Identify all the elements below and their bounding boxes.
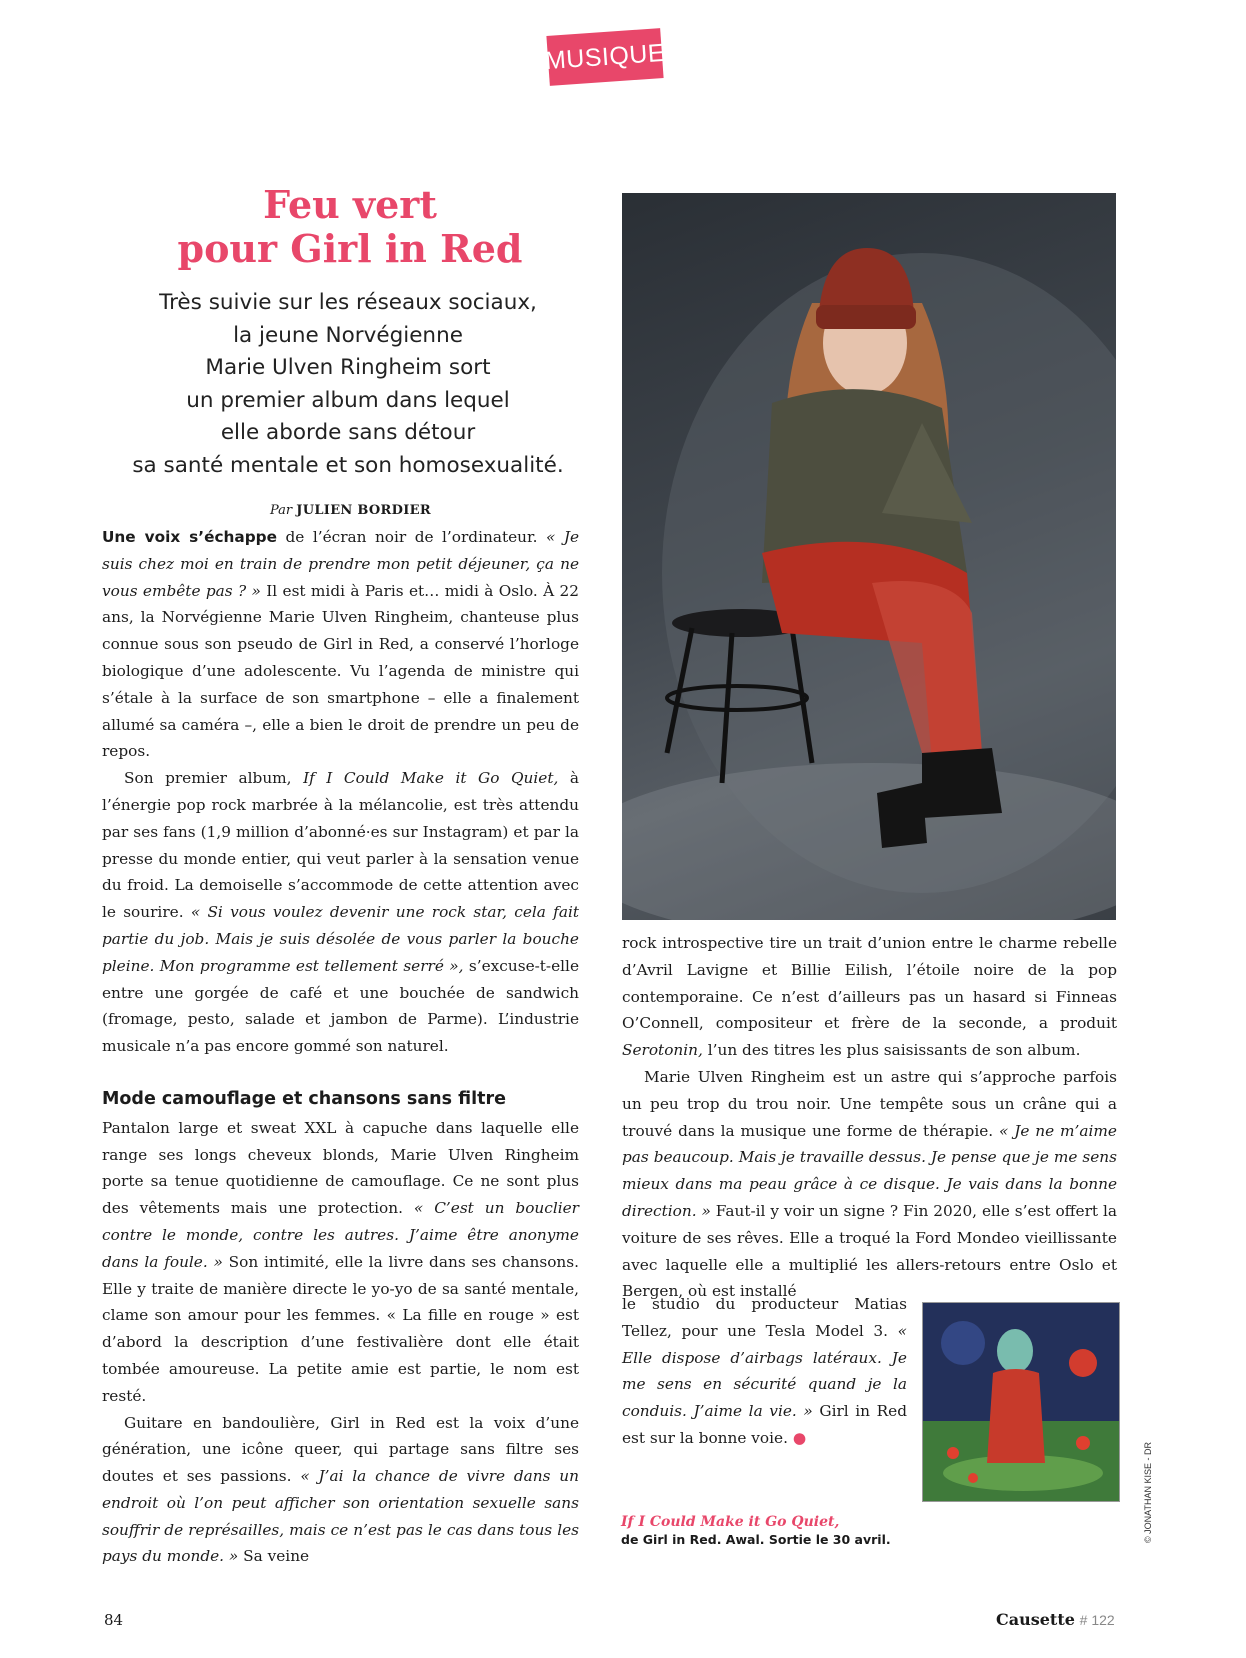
- standfirst-line: Très suivie sur les réseaux sociaux,: [159, 290, 537, 315]
- song-title: Serotonin,: [622, 1041, 703, 1060]
- caption-title: If I Could Make it Go Quiet,: [621, 1514, 840, 1530]
- byline-prefix: Par: [270, 503, 293, 518]
- article-column-right-end: [622, 1291, 907, 1452]
- portrait-photo: [622, 193, 1116, 920]
- paragraph: le studio du producteur Matias Tellez, pour une Tesla Model 3. « Elle dispose d’airbags latéraux. Je me sens en sécurité quand je la conduis. J’aime la vie. » Girl in Red est sur la bonne voie. ●: [622, 1295, 908, 1447]
- byline-author: JULIEN BORDIER: [296, 503, 431, 518]
- quote: « Je ne m’aime pas beaucoup. Mais je travaille dessus. Je pense que je me sens mieux dans ma peau grâce à ce disque. Je vais dans la bonne direction. »: [622, 1121, 1117, 1220]
- end-mark-icon: ●: [792, 1428, 807, 1447]
- standfirst-line: sa santé mentale et son homosexualité.: [132, 452, 564, 478]
- subheading: Mode camouflage et chansons sans filtre: [102, 1088, 506, 1109]
- album-caption: [621, 1513, 891, 1549]
- article-column-left: [102, 524, 579, 1570]
- folio: [996, 1610, 1115, 1629]
- quote: « Elle dispose d’airbags latéraux. Je me sens en sécurité quand je la conduis. J’aime la vie. »: [622, 1321, 907, 1421]
- paragraph: Une voix s’échappe de l’écran noir de l’ordinateur. « Je suis chez moi en train de prendre mon petit déjeuner, ça ne vous embête pas ? » Il est midi à Paris et… midi à Oslo. À 22 ans, la Norvégienne Marie Ulven Ringheim, chanteuse plus connue sous son pseudo de Girl in Red, a conservé l’horloge biologique d’une adolescente. Vu l’agenda de ministre qui s’étale à la surface de son smartphone – elle a finalement allumé sa caméra –, elle a bien le droit de prendre un peu de repos.: [102, 528, 580, 761]
- album-title: If I Could Make it Go Quiet,: [303, 769, 559, 788]
- article-title: [110, 183, 590, 271]
- album-cover: [922, 1302, 1120, 1502]
- standfirst-line: la jeune Norvégienne: [233, 322, 463, 348]
- quote: « Je suis chez moi en train de prendre mon petit déjeuner, ça ne vous embête pas ? »: [102, 528, 580, 600]
- quote: « J’ai la chance de vivre dans un endroit où l’on peut afficher son orientation sexuelle sans souffrir de représailles, mais ce n’est pas le cas dans tous les pays du monde. »: [102, 1467, 579, 1566]
- standfirst-line: un premier album dans lequel: [186, 387, 510, 413]
- paragraph: Guitare en bandoulière, Girl in Red est la voix d’une génération, une icône queer, qui partage sans filtre ses doutes et ses passions. « J’ai la chance de vivre dans un endroit où l’on peut afficher son orientation sexuelle sans souffrir de représailles, mais ce n’est pas le cas dans tous les pays du monde. » Sa veine: [102, 1413, 579, 1566]
- paragraph: Marie Ulven Ringheim est un astre qui s’approche parfois un peu trop du trou noir. Une tempête sous un crâne qui a trouvé dans la musique une forme de thérapie. « Je ne m’aime pas beaucoup. Mais je travaille dessus. Je pense que je me sens mieux dans ma peau grâce à ce disque. Je vais dans la bonne direction. » Faut-il y voir un signe ? Fin 2020, elle s’est offert la voiture de ses rêves. Elle a troqué la Ford Mondeo vieillissante avec laquelle elle a multiplié les allers-retours entre Oslo et Bergen, où est installé: [622, 1067, 1117, 1301]
- page-number: 84: [104, 1611, 124, 1629]
- caption-details: de Girl in Red. Awal. Sortie le 30 avril.: [621, 1532, 891, 1547]
- section-rubric: MUSIQUE: [546, 28, 663, 86]
- title-line: Feu vert: [263, 182, 437, 227]
- photo-credit: © JONATHAN KISE - DR: [1143, 1442, 1153, 1543]
- album-cover-illustration: [923, 1303, 1119, 1501]
- quote: « Si vous voulez devenir une rock star, cela fait partie du job. Mais je suis désolée de vous parler la bouche pleine. Mon programme est tellement serré »,: [102, 903, 579, 975]
- paragraph: Pantalon large et sweat XXL à capuche dans laquelle elle range ses longs cheveux blonds, Marie Ulven Ringheim porte sa tenue quotidienne de camouflage. Ce ne sont plus des vêtements mais une protection. « C’est un bouclier contre le monde, contre les autres. J’aime être anonyme dans la foule. » Son intimité, elle la livre dans ses chansons. Elle y traite de manière directe le yo-yo de sa santé mentale, clame son amour pour les femmes. « La fille en rouge » est d’abord la description d’une festivalière dont elle était tombée amoureuse. La petite amie est partie, le nom est resté.: [102, 1118, 579, 1405]
- standfirst-line: elle aborde sans détour: [220, 420, 476, 445]
- paragraph: Son premier album, If I Could Make it Go Quiet, à l’énergie pop rock marbrée à la mélancolie, est très attendu par ses fans (1,9 million d’abonné·es sur Instagram) et par la presse du monde entier, qui veut parler à la sensation venue du froid. La demoiselle s’accommode de cette attention avec le sourire. « Si vous voulez devenir une rock star, cela fait partie du job. Mais je suis désolée de vous parler la bouche pleine. Mon programme est tellement serré », s’excuse-t-elle entre une gorgée de café et une bouchée de sandwich (fromage, pesto, salade et jambon de Parme). L’industrie musicale n’a pas encore gommé son naturel.: [102, 769, 580, 1056]
- byline: [270, 503, 431, 518]
- article-standfirst: [98, 287, 598, 482]
- magazine-name: Causette: [996, 1610, 1075, 1629]
- portrait-illustration: [622, 193, 1116, 920]
- issue-number: # 122: [1079, 1612, 1115, 1628]
- quote: « C’est un bouclier contre le monde, contre les autres. J’aime être anonyme dans la foule. »: [102, 1199, 579, 1271]
- paragraph: rock introspective tire un trait d’union entre le charme rebelle d’Avril Lavigne et Billie Eilish, l’étoile noire de la pop contemporaine. Ce n’est d’ailleurs pas un hasard si Finneas O’Connell, compositeur et frère de la seconde, a produit Serotonin, l’un des titres les plus saisissants de son album.: [622, 934, 1117, 1060]
- standfirst-line: Marie Ulven Ringheim sort: [205, 355, 491, 380]
- title-line: pour Girl in Red: [177, 226, 523, 271]
- article-column-right: [622, 930, 1117, 1305]
- lead-in: Une voix s’échappe: [102, 528, 278, 546]
